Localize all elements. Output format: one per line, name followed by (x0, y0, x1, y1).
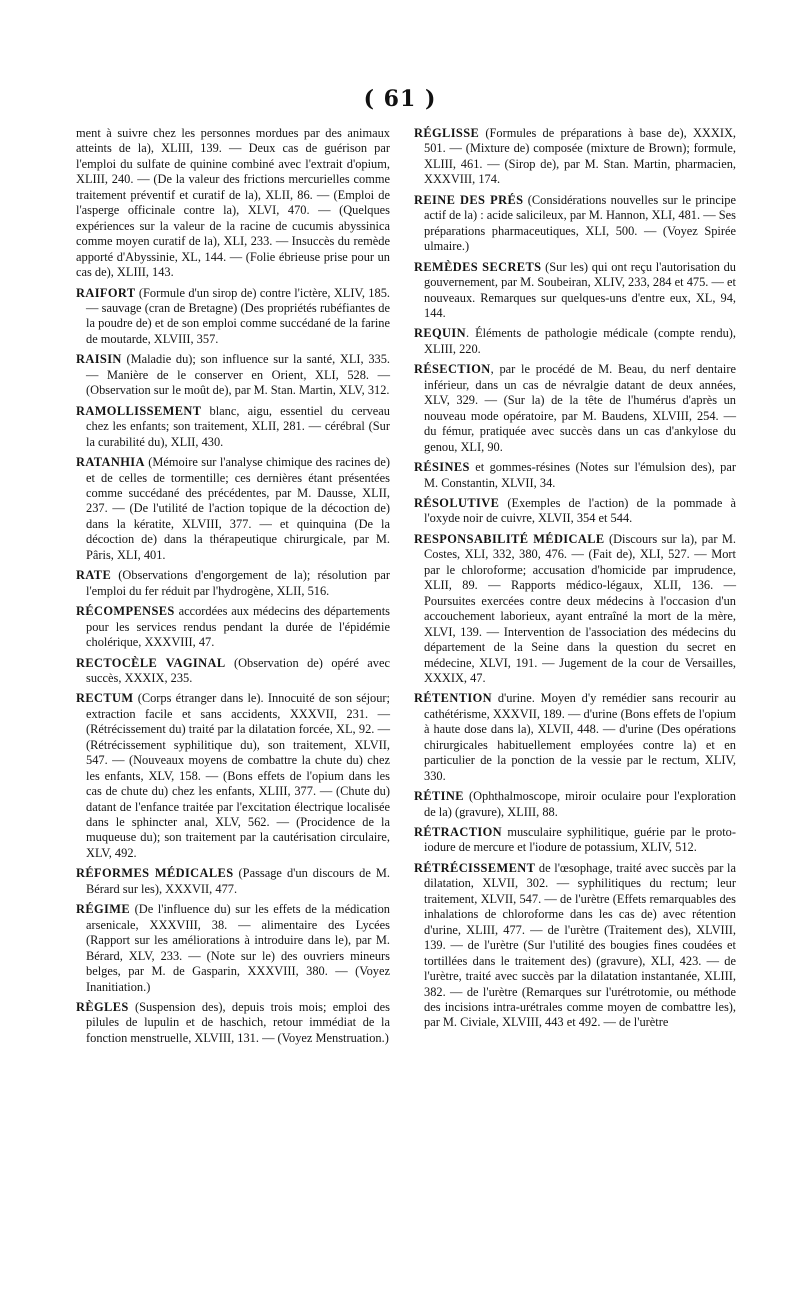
entry-headword: RÉSOLUTIVE (414, 495, 500, 510)
index-entry: RÉGLISSE (Formules de préparations à base de), XXXIX, 501. — (Mixture de) composée (mixture de Brown); formule, XLIII, 461. — (Sirop de), par M. Stan. Martin, pharmacien, XXXVIII, 174. (414, 126, 736, 187)
entry-headword: RECTUM (76, 691, 134, 706)
entry-headword: RATANHIA (76, 455, 145, 470)
index-entry: REQUIN. Éléments de pathologie médicale (compte rendu), XLIII, 220. (414, 326, 736, 356)
entry-headword: RÉSECTION (414, 362, 491, 377)
entry-headword: RESPONSABILITÉ MÉDICALE (414, 531, 605, 546)
index-entry: RÉTRÉCISSEMENT de l'œsophage, traité avec succès par la dilatation, XLVII, 302. — syphilitiques du rectum; leur traitement, XLVII, 547. — de l'urètre (Effets remarquables des inhalations de chloroforme dans les cas de) avec rétention d'urine, XLIII, 477. — de l'urètre (Traitement des), XLVIII, 139. — de l'urètre (Sur l'utilité des bougies fines coudées et tortillées dans le traitement des) (gravure), XLI, 423. — de l'urètre, traité avec succès par la dilatation instantanée, XLIII, 382. — de l'urètre (Remarques sur l'urétrotomie, ou méthode des incisions intra-urétrales comme moyen de combattre les), par M. Civiale, XLVIII, 443 et 492. — de l'urètre (414, 860, 736, 1030)
entry-headword: RATE (76, 568, 112, 583)
index-entry: RÉTINE (Ophthalmoscope, miroir oculaire pour l'exploration de la) (gravure), XLIII, 88. (414, 789, 736, 819)
index-entry: REINE DES PRÉS (Considérations nouvelles sur le principe actif de la) : acide salicileux, par M. Hannon, XLI, 481. — Ses préparations pharmaceutiques, XLI, 500. — (Voyez Spirée ulmaire.) (414, 192, 736, 254)
index-entry: RÉGIME (De l'influence du) sur les effets de la médication arsenicale, XXXVIII, 38. — alimentaire des Lycées (Rapport sur les améliorations à introduire dans le), par M. Bérard, XLV, 233. — (Note sur le) des ouvriers mineurs belges, par M. de Gasparin, XXXVIII, 380. — (Voyez Inanitiation.) (76, 902, 390, 994)
right-column (414, 126, 736, 1036)
index-entry: RÉCOMPENSES accordées aux médecins des départements pour les services rendus pendant la durée de l'épidémie cholérique, XXXVIII, 47. (76, 604, 390, 650)
index-entry: ment à suivre chez les personnes mordues par des animaux atteints de la), XLIII, 139. — Deux cas de guérison par l'emploi du sulfate de quinine combiné avec l'extrait d'opium, XLIII, 240. — (De la valeur des frictions mercurielles comme traitement préventif et curatif de la), XLII, 86. — (Emploi de l'asperge officinale contre la), XLVI, 470. — (Quelques expériences sur la valeur de la racine de cucumis abyssinica comme moyen curatif de la), XLI, 233. — Insuccès du remède apporté d'Abyssinie, XL, 144. — (Folie ébrieuse prise pour un cas de), XLIII, 143. (76, 126, 390, 280)
index-entry: RÉFORMES MÉDICALES (Passage d'un discours de M. Bérard sur les), XXXVII, 477. (76, 866, 390, 896)
index-entry: RÉTENTION d'urine. Moyen d'y remédier sans recourir au cathétérisme, XXXVII, 189. — d'urine (Bons effets de l'opium à haute dose dans la), XLVII, 448. — d'urine (Des opérations chirurgicales habituellement employées contre la) et en particulier de la ponction de la vessie par le rectum, XLIV, 330. (414, 691, 736, 783)
index-entry: RATE (Observations d'engorgement de la); résolution par l'emploi du fer réduit par l'hydrogène, XLII, 516. (76, 568, 390, 598)
index-entry: RÉSOLUTIVE (Exemples de l'action) de la pommade à l'oxyde noir de cuivre, XLVII, 354 et 544. (414, 495, 736, 526)
entry-headword: RÉGLISSE (414, 126, 480, 140)
entry-headword: RÉFORMES MÉDICALES (76, 866, 234, 881)
entry-headword: RAISIN (76, 352, 122, 367)
entry-headword: REMÈDES SECRETS (414, 259, 542, 274)
index-entry: RECTOCÈLE VAGINAL (Observation de) opéré avec succès, XXXIX, 235. (76, 655, 390, 685)
index-entry: RÉTRACTION musculaire syphilitique, guérie par le proto-iodure de mercure et l'iodure de potassium, XLIV, 512. (414, 825, 736, 855)
index-entry: RAMOLLISSEMENT blanc, aigu, essentiel du cerveau chez les enfants; son traitement, XLII, 281. — cérébral (Sur la curabilité du), XLII, 430. (76, 403, 390, 449)
entry-headword: RÉTINE (414, 789, 464, 804)
entry-headword: RÉTRACTION (414, 825, 502, 840)
entry-headword: RÉGIME (76, 902, 131, 917)
entry-headword: REINE DES PRÉS (414, 192, 524, 207)
index-entry: RAISIN (Maladie du); son influence sur la santé, XLI, 335. — Manière de le conserver en Orient, XLI, 528. — (Observation sur le moût de), par M. Stan. Martin, XLV, 312. (76, 352, 390, 398)
index-entry: RÉSINES et gommes-résines (Notes sur l'émulsion des), par M. Constantin, XLVII, 34. (414, 460, 736, 490)
entry-headword: RÉTENTION (414, 691, 492, 706)
index-entry: REMÈDES SECRETS (Sur les) qui ont reçu l'autorisation du gouvernement, par M. Soubeiran, XLIV, 233, 284 et 475. — et nouveaux. Remarques sur quelques-uns d'entre eux, XL, 94, 144. (414, 259, 736, 320)
page-number: ( 61 ) (363, 86, 437, 112)
index-entry: RAIFORT (Formule d'un sirop de) contre l'ictère, XLIV, 185. — sauvage (cran de Bretagne) (Des propriétés rubéfiantes de la poudre de) et de son emploi comme succédané de la farine de moutarde, XLVIII, 357. (76, 285, 390, 346)
index-entry: RÈGLES (Suspension des), depuis trois mois; emploi des pilules de lupulin et de haschich, retour immédiat de la fonction menstruelle, XLVIII, 131. — (Voyez Menstruation.) (76, 1000, 390, 1045)
index-entry: RECTUM (Corps étranger dans le). Innocuité de son séjour; extraction facile et sans accidents, XXXVII, 231. — (Rétrécissement du) traité par la dilatation forcée, XL, 92. — (Rétrécissement syphilitique du), son traitement, XLVII, 547. — (Nouveaux moyens de combattre la chute du) chez les enfants, XLV, 158. — (Bons effets de l'opium dans les cas de chute du) chez les enfants, XLIII, 377. — (Chute du) datant de l'enfance traitée par l'excitation électrique localisée dans le sphincter anal, XLV, 562. — (Procidence de la muqueuse du); son traitement par la cautérisation circulaire, XLV, 492. (76, 691, 390, 860)
entry-headword: RÉCOMPENSES (76, 604, 175, 619)
entry-headword: RAIFORT (76, 285, 136, 300)
entry-headword: RAMOLLISSEMENT (76, 403, 202, 418)
index-entry: RÉSECTION, par le procédé de M. Beau, du nerf dentaire inférieur, dans un cas de névralgie datant de deux années, XLV, 329. — (Sur la) de la tête de l'humérus d'après un nouveau mode opératoire, par M. Baudens, XLVIII, 254. — du fémur, pratiquée avec succès dans un cas d'ankylose du genou, XLI, 90. (414, 362, 736, 454)
left-column (76, 126, 390, 1051)
index-entry: RATANHIA (Mémoire sur l'analyse chimique des racines de) et de celles de tormentille; ces dernières étant présentées comme succédané des précédentes, par M. Dausse, XLII, 237. — (De l'utilité de l'action topique de la décoction de) dans la kératite, XLVIII, 377. — et quinquina (De la décoction de) dans la thérapeutique chirurgicale, par M. Pâris, XLI, 401. (76, 455, 390, 562)
index-entry: RESPONSABILITÉ MÉDICALE (Discours sur la), par M. Costes, XLI, 332, 380, 476. — (Fait de), XLI, 527. — Mort par le chloroforme; accusation d'homicide par imprudence, XLII, 89. — Rapports médico-légaux, XLII, 136. — Poursuites exercées contre deux médecins à l'occasion d'un accouchement laborieux, ayant entraîné la mort de la mère, XLVI, 139. — Intervention de l'association des médecins du département de la Seine dans la question du secret en médecine, XLVI, 191. — Jugement de la cour de Versailles, XXXIX, 47. (414, 531, 736, 685)
entry-headword: REQUIN (414, 326, 466, 341)
entry-headword: RÉTRÉCISSEMENT (414, 860, 536, 875)
entry-headword: RÈGLES (76, 1000, 129, 1015)
entry-headword: RÉSINES (414, 460, 470, 475)
entry-headword: RECTOCÈLE VAGINAL (76, 655, 226, 670)
